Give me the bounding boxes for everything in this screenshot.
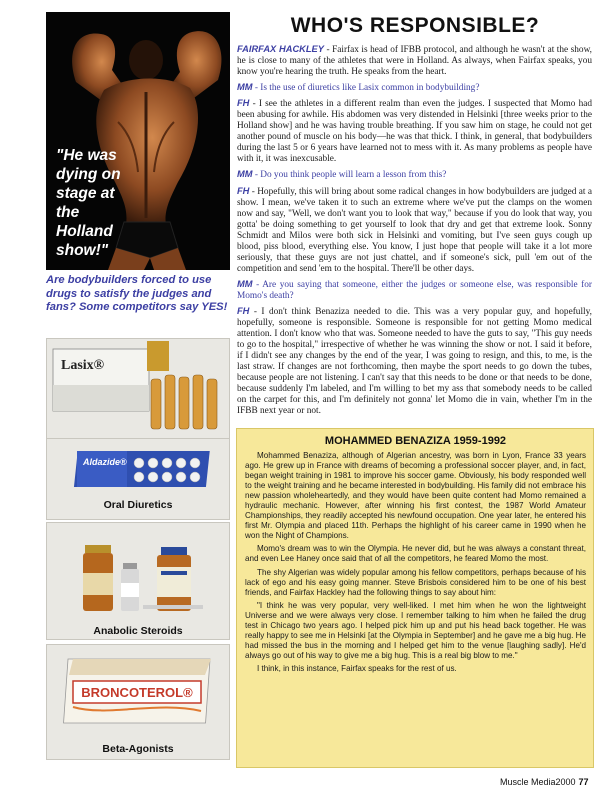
sidebar-paragraph: "I think he was very popular, very well-liked. I met him when he won the lightweight Universe and we were always very close. I remember talking to him when he failed the drug test in Chicago two years ago. I helped pick him up and put his head back together. He was really happy to see me in Helsinki [at the Olympia in September] and he gave me a big hug. He had missed the bus in the morning and I helped get him to the venue [laughing sadly]. He'd always go out of his way to give me a big hug. This is a real big blow to me." xyxy=(245,600,586,660)
page-footer xyxy=(500,777,589,787)
speaker-tag: MM xyxy=(237,169,253,180)
oral-diuretics-panel xyxy=(46,438,230,520)
photo-quote: "He was dying on stage at the Holland show!" xyxy=(56,147,121,259)
speaker-tag: FH xyxy=(237,185,250,196)
qa-paragraph xyxy=(237,279,592,302)
broncoterol-box-text: BRONCOTEROL® xyxy=(81,685,193,700)
beta-agonists-panel xyxy=(46,644,230,760)
panel-label: Anabolic Steroids xyxy=(93,625,183,637)
bodybuilder-photo xyxy=(46,12,230,270)
question-text: - Are you saying that someone, either the judges or someone else, was responsible for Momo's death? xyxy=(237,279,592,301)
sidebar-title: MOHAMMED BENAZIZA 1959-1992 xyxy=(324,435,507,447)
obituary-sidebar xyxy=(236,428,594,768)
qa-paragraph xyxy=(237,306,592,417)
qa-paragraph xyxy=(237,82,592,94)
sidebar-paragraph: The shy Algerian was widely popular among his fellow competitors, perhaps because of his lack of ego and his easy going manner. Steve Brisbois considered him to be one of his best friends, and Fairfax Hackley had the following things to say about him: xyxy=(245,567,586,597)
qa-paragraph xyxy=(237,186,592,275)
panel-label: Beta-Agonists xyxy=(102,743,174,755)
sidebar-paragraph: I think, in this instance, Fairfax speaks for the rest of us. xyxy=(257,663,457,673)
steroid-vials-icon xyxy=(47,523,230,625)
answer-text: - I don't think Benaziza needed to die. This was a very popular guy, and hopefully, hopefully, someone is responsible. Someone is responsible for not getting Momo medical attention. I don't know who that was. Someone needed to have the guts to say, "This guy needs to go to the hospital," irrespective of whether he was winning the show or not. I said it before, if I didn't see any changes by the end of the year, I was going to resign, and this, to me, is the last straw. If changes are not forthcoming, then maybe the sport needs to go down the tubes, because people are not listening. I can't say that this needs to be done or that needs to be done, because suddenly I'm labeled, and I'm willing to bet my ass that somebody needs to be called on the carpet for this, and I'm definitely not gonna' let Momo die in vain, whether I'm in the IFBB next year or not. xyxy=(237,306,592,417)
speaker-tag: MM xyxy=(237,82,253,93)
panel-label: Oral Diuretics xyxy=(103,499,173,511)
intro-text: - Fairfax is head of IFBB protocol, and although he wasn't at the show, he is close to many of the athletes that were in Holland. As always, when Fairfax speaks, you know you're hearing the truth. He speaks from the heart. xyxy=(237,45,593,78)
pills-blister-icon xyxy=(47,439,230,499)
question-text: - Do you think people will learn a lesson from this? xyxy=(252,170,447,181)
anabolic-steroids-panel xyxy=(46,522,230,640)
qa-paragraph xyxy=(237,169,592,181)
injectable-diuretics-panel xyxy=(46,338,230,454)
sidebar-paragraph: Mohammed Benaziza, although of Algerian ancestry, was born in Lyon, France 33 years ago. He grew up in France with dreams of becoming a professional soccer player, and, in fact, began weight training in 1981 to improve his soccer game. Obviously, his body responded well to the weight training and he became interested in bodybuilding. His family did not embrace his new passion wholeheartedly, and they would have been quite content had Momo remained a hydraulic mechanic. However, after winning his first contest, the 1987 World Amateur Championships, they readily accepted his newfound occupation. One year later, he entered his first Mr. Olympia and placed 11th. Perhaps the highlight of his career came in 1990 when he won the Night of Champions. xyxy=(245,451,586,541)
lasix-box-text: Lasix® xyxy=(61,358,105,373)
ampoules-icon xyxy=(47,339,230,437)
qa-paragraph xyxy=(237,98,592,165)
page-title: WHO'S RESPONSIBLE? xyxy=(290,14,540,37)
page-number: 77 xyxy=(578,777,589,787)
speaker-name: FAIRFAX HACKLEY xyxy=(237,44,324,54)
question-text: - Is the use of diuretics like Lasix common in bodybuilding? xyxy=(252,83,480,94)
speaker-tag: FH xyxy=(237,98,250,109)
broncoterol-box-icon xyxy=(47,645,230,743)
speaker-tag: FH xyxy=(237,305,250,316)
sidebar-paragraph: Momo's dream was to win the Olympia. He never did, but he was always a constant threat, and even Lee Haney once said that of all the competitors, he feared Momo the most. xyxy=(245,544,586,564)
aldazide-box-text: Aldazide® xyxy=(83,457,127,467)
answer-text: - I see the athletes in a different realm than even the judges. I suspected that Momo had been abusing for awhile. His abdomen was very distended in Helsinki [three weeks prior to the Holland show] and he was having trouble breathing. If you saw him on stage, he could not get another pound of muscle on his body—he was that thick. I think, in general, that bodybuilders during the last 5 or 6 years have learned not to mess with it. As many problems as people have with it, it was inexcusable. xyxy=(237,99,592,165)
photo-caption: Are bodybuilders forced to use drugs to satisfy the judges and fans? Some competitors say YES! xyxy=(46,274,228,313)
interview-article xyxy=(237,44,592,421)
publication-name: Muscle Media2000 xyxy=(500,777,576,787)
answer-text: - Hopefully, this will bring about some radical changes in how bodybuilders are judged at a show. I mean, we've taken it to such an extreme where we've put the clamps on the women now and say, "Well, we don't want you to look that way," because if you do look that way, you gotta' be doing something to get yourself to look that dry and get that extreme look. Sonny Schmidt and Milos were both sick in Helsinki and vomiting, but I've seen guys cough up blood, piss blood, everything else. You know, I just hope that people will take it a lot more seriously, that these guys are not just chattel, and if someone's sick, pull 'em out of the competition and send 'em to the hospital. There'll be other days. xyxy=(237,186,592,274)
speaker-tag: MM xyxy=(237,278,253,289)
article-intro xyxy=(237,44,592,78)
